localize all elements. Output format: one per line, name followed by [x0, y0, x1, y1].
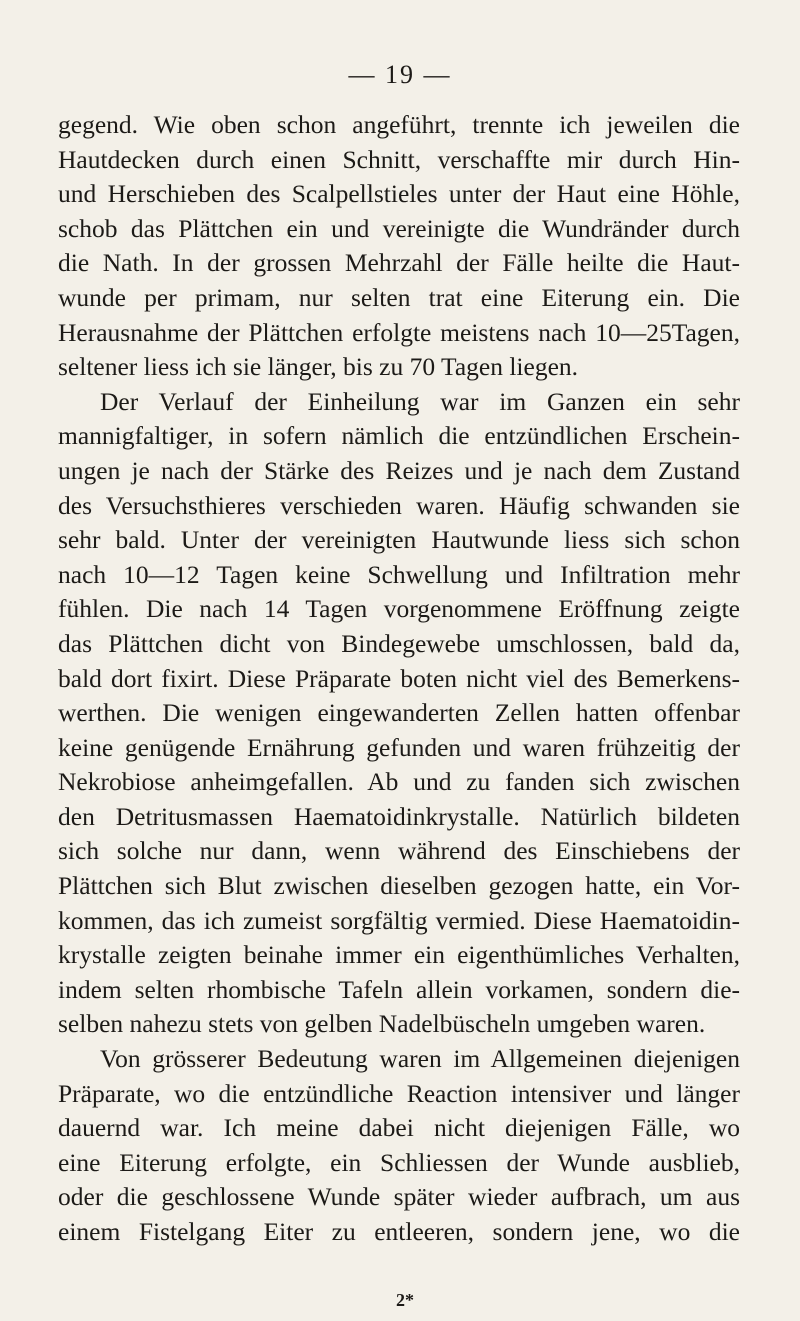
text-line: dauernd war. Ich meine dabei nicht diejenigen Fälle, wo [58, 1113, 740, 1143]
paragraph-3 [58, 1042, 740, 1250]
text-line: Präparate, wo die entzündliche Reaction intensiver und länger [58, 1078, 740, 1108]
text-line: Nekrobiose anheimgefallen. Ab und zu fanden sich zwischen [58, 767, 740, 797]
text-line: Von grösserer Bedeutung waren im Allgemeinen diejenigen [100, 1044, 740, 1074]
paragraph-1 [58, 108, 740, 385]
text-line: sehr bald. Unter der vereinigten Hautwunde liess sich schon [58, 525, 740, 555]
text-line: oder die geschlossene Wunde später wieder aufbrach, um aus [58, 1182, 740, 1212]
text-line: krystalle zeigten beinahe immer ein eigenthümliches Verhalten, [58, 940, 740, 970]
text-line: schob das Plättchen ein und vereinigte die Wundränder durch [58, 213, 740, 243]
text-line: und Herschieben des Scalpellstieles unter der Haut eine Höhle, [58, 179, 740, 209]
text-line: wunde per primam, nur selten trat eine Eiterung ein. Die [58, 282, 740, 312]
text-line: kommen, das ich zumeist sorgfältig vermied. Diese Haematoidin- [58, 905, 740, 935]
text-line: des Versuchsthieres verschieden waren. Häufig schwanden sie [58, 490, 740, 520]
text-line: bald dort fixirt. Diese Präparate boten nicht viel des Bemerkens- [58, 663, 740, 693]
text-line: werthen. Die wenigen eingewanderten Zellen hatten offenbar [58, 698, 740, 728]
text-line: den Detritusmassen Haematoidinkrystalle. Natürlich bildeten [58, 801, 740, 831]
text-line: Hautdecken durch einen Schnitt, verschaffte mir durch Hin- [58, 144, 740, 174]
text-line: Herausnahme der Plättchen erfolgte meistens nach 10—25Tagen, [58, 317, 740, 347]
text-line: sich solche nur dann, wenn während des Einschiebens der [58, 836, 740, 866]
text-line: eine Eiterung erfolgte, ein Schliessen der Wunde ausblieb, [58, 1147, 740, 1177]
text-line: indem selten rhombische Tafeln allein vorkamen, sondern die- [58, 974, 740, 1004]
text-line: selben nahezu stets von gelben Nadelbüscheln umgeben waren. [58, 1009, 706, 1039]
text-line: fühlen. Die nach 14 Tagen vorgenommene Eröffnung zeigte [58, 594, 740, 624]
text-line: das Plättchen dicht von Bindegewebe umschlossen, bald da, [58, 628, 740, 658]
paragraph-2 [58, 385, 740, 1042]
text-line: die Nath. In der grossen Mehrzahl der Fälle heilte die Haut- [58, 248, 740, 278]
text-line: Plättchen sich Blut zwischen dieselben gezogen hatte, ein Vor- [58, 871, 740, 901]
text-line: gegend. Wie oben schon angeführt, trennte ich jeweilen die [58, 110, 740, 139]
printer-signature-mark: 2* [396, 1290, 414, 1310]
text-line: ungen je nach der Stärke des Reizes und je nach dem Zustand [58, 455, 740, 485]
text-line: seltener liess ich sie länger, bis zu 70 Tagen liegen. [58, 352, 579, 382]
text-line: keine genügende Ernährung gefunden und waren frühzeitig der [58, 732, 740, 762]
text-line: Der Verlauf der Einheilung war im Ganzen ein sehr [100, 386, 740, 416]
page-number: — 19 — [348, 60, 452, 89]
text-line: mannigfaltiger, in sofern nämlich die entzündlichen Erschein- [58, 421, 740, 451]
text-line: nach 10—12 Tagen keine Schwellung und Infiltration mehr [58, 559, 740, 589]
body-text [58, 108, 740, 1250]
text-line: einem Fistelgang Eiter zu entleeren, sondern jene, wo die [58, 1217, 740, 1246]
